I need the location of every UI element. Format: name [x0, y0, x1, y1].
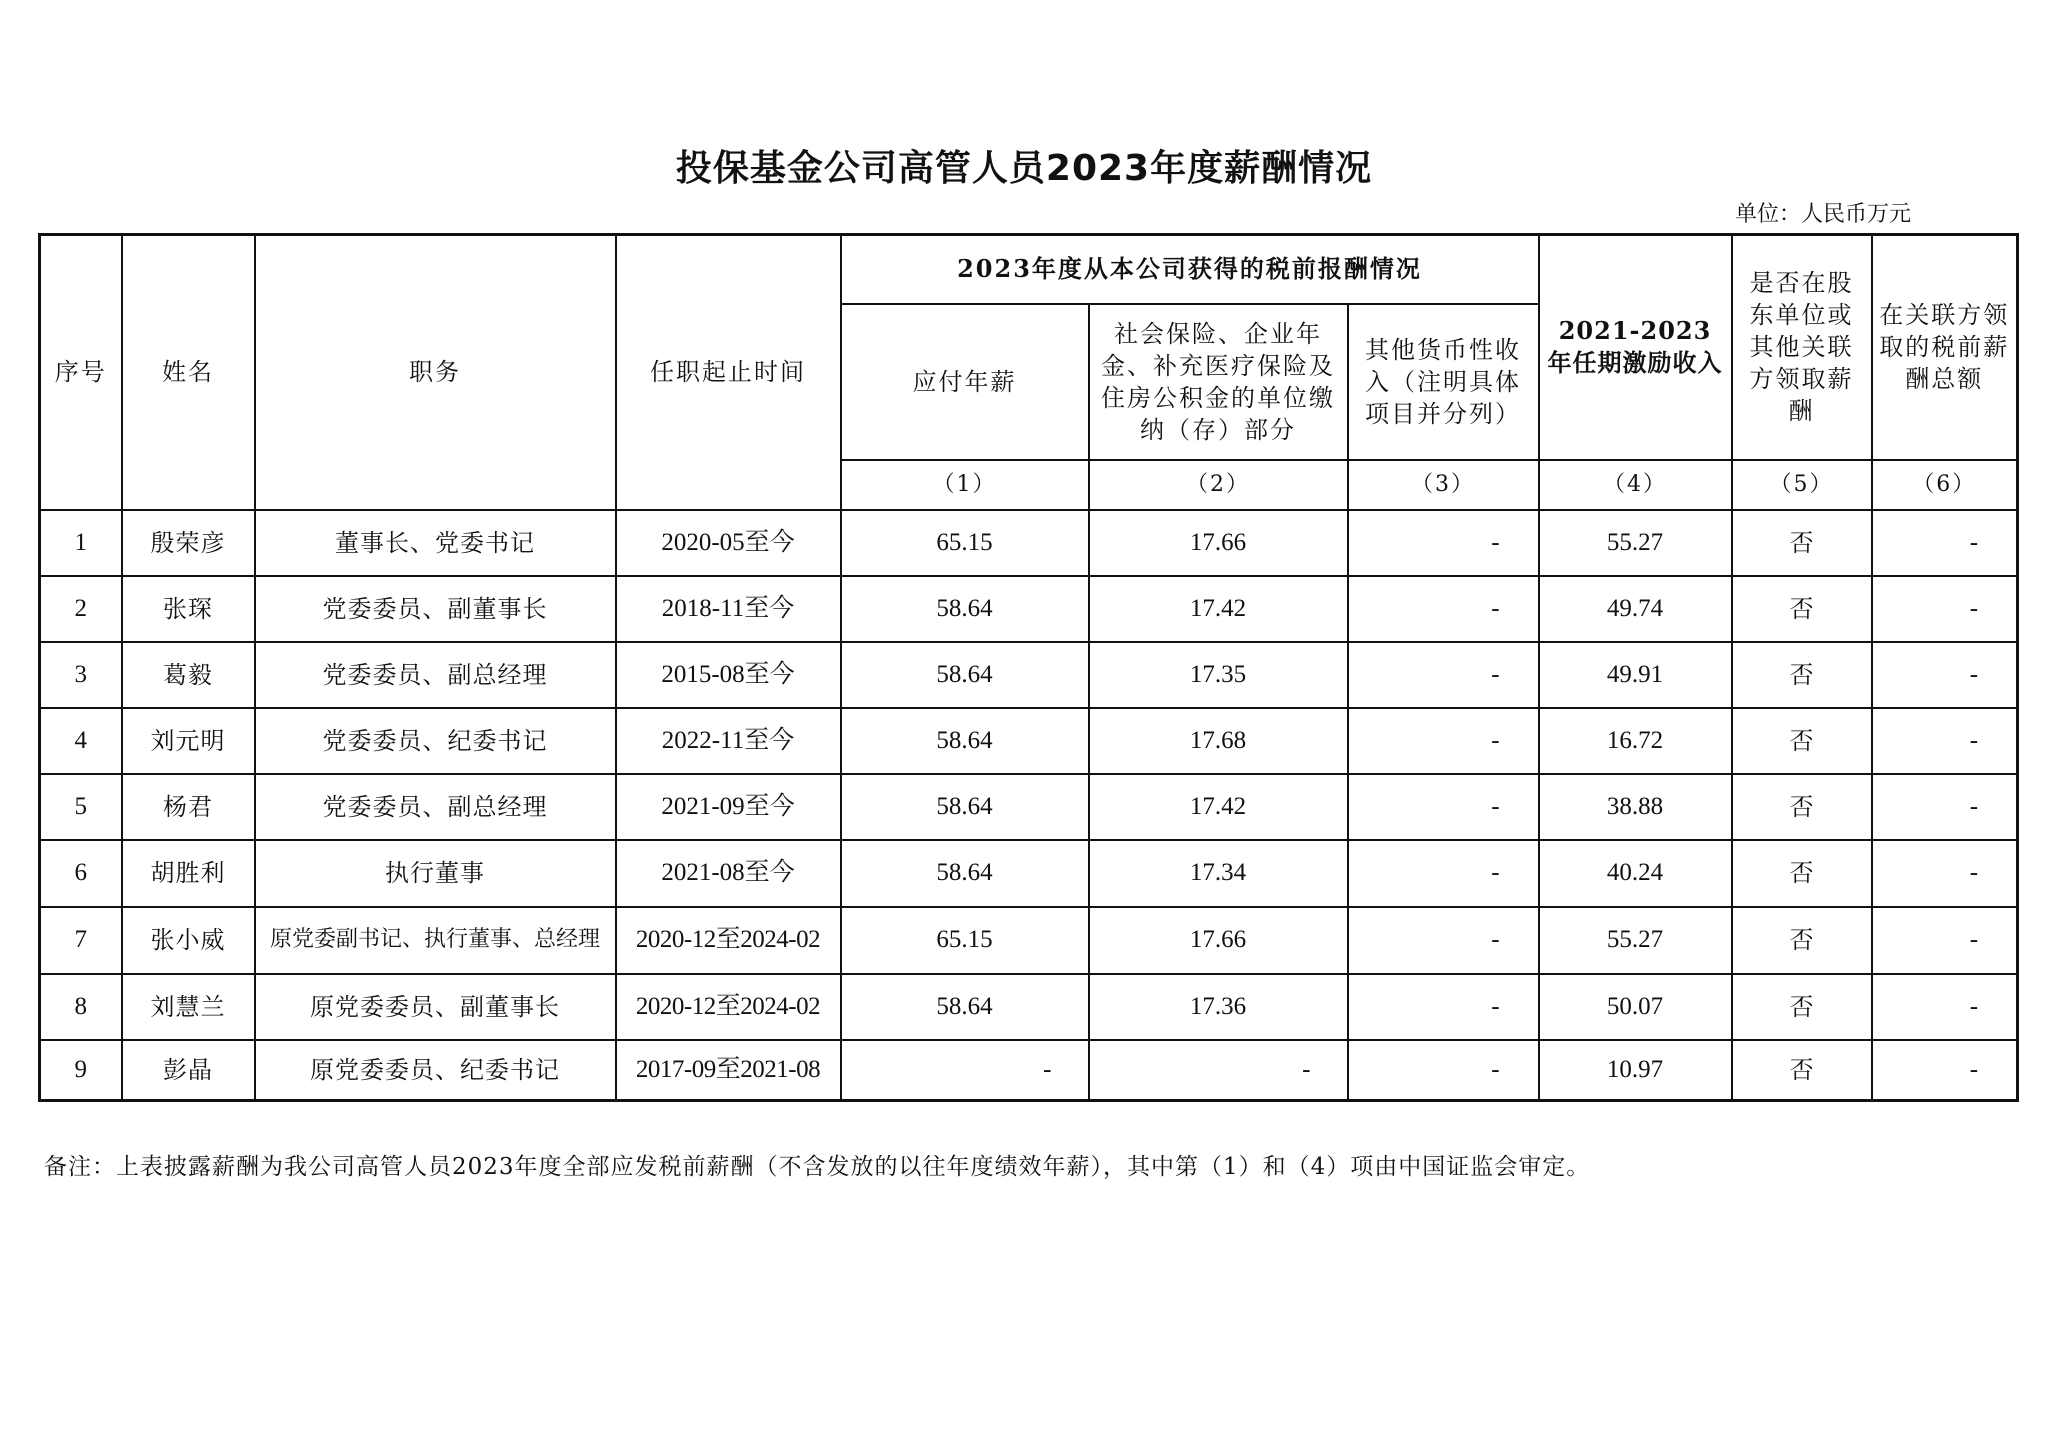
cell-tenure: 2021-08至今 — [616, 840, 841, 907]
cell-annual-salary: 58.64 — [841, 642, 1089, 708]
cell-seq: 5 — [40, 774, 122, 840]
cell-social-insurance: 17.68 — [1089, 708, 1348, 774]
cell-other-income: - — [1348, 774, 1539, 840]
cell-tenure: 2018-11至今 — [616, 576, 841, 642]
cell-paid-by-shareholder: 否 — [1732, 576, 1872, 642]
cell-paid-by-shareholder: 否 — [1732, 708, 1872, 774]
cell-annual-salary: 58.64 — [841, 840, 1089, 907]
header-index-2: （2） — [1089, 460, 1348, 510]
cell-annual-salary: 58.64 — [841, 708, 1089, 774]
cell-related-party-total: - — [1872, 642, 2018, 708]
cell-name: 张琛 — [122, 576, 255, 642]
cell-seq: 4 — [40, 708, 122, 774]
cell-related-party-total: - — [1872, 1040, 2018, 1101]
header-seq: 序号 — [40, 235, 122, 510]
cell-name: 胡胜利 — [122, 840, 255, 907]
cell-tenure: 2017-09至2021-08 — [616, 1040, 841, 1101]
cell-paid-by-shareholder: 否 — [1732, 840, 1872, 907]
cell-other-income: - — [1348, 840, 1539, 907]
cell-social-insurance: 17.42 — [1089, 774, 1348, 840]
cell-name: 彭晶 — [122, 1040, 255, 1101]
cell-position: 董事长、党委书记 — [255, 510, 616, 576]
header-incentive-income: 2021-2023年任期激励收入 — [1539, 235, 1732, 460]
footnote: 备注：上表披露薪酬为我公司高管人员2023年度全部应发税前薪酬（不含发放的以往年度绩效年薪），其中第（1）和（4）项由中国证监会审定。 — [44, 1154, 1591, 1180]
cell-annual-salary: 58.64 — [841, 974, 1089, 1040]
cell-position: 原党委委员、副董事长 — [255, 974, 616, 1040]
cell-seq: 6 — [40, 840, 122, 907]
header-index-3: （3） — [1348, 460, 1539, 510]
cell-name: 刘慧兰 — [122, 974, 255, 1040]
cell-social-insurance: 17.66 — [1089, 907, 1348, 974]
cell-other-income: - — [1348, 642, 1539, 708]
cell-seq: 7 — [40, 907, 122, 974]
cell-tenure: 2020-12至2024-02 — [616, 974, 841, 1040]
cell-other-income: - — [1348, 510, 1539, 576]
cell-social-insurance: 17.35 — [1089, 642, 1348, 708]
header-index-6: （6） — [1872, 460, 2018, 510]
cell-name: 张小威 — [122, 907, 255, 974]
cell-name: 葛毅 — [122, 642, 255, 708]
cell-annual-salary: 65.15 — [841, 510, 1089, 576]
cell-incentive-income: 49.74 — [1539, 576, 1732, 642]
header-index-1: （1） — [841, 460, 1089, 510]
cell-paid-by-shareholder: 否 — [1732, 642, 1872, 708]
cell-tenure: 2022-11至今 — [616, 708, 841, 774]
cell-incentive-income: 55.27 — [1539, 907, 1732, 974]
cell-incentive-income: 49.91 — [1539, 642, 1732, 708]
header-index-5: （5） — [1732, 460, 1872, 510]
cell-social-insurance: 17.42 — [1089, 576, 1348, 642]
cell-paid-by-shareholder: 否 — [1732, 907, 1872, 974]
cell-other-income: - — [1348, 576, 1539, 642]
cell-annual-salary: 65.15 — [841, 907, 1089, 974]
cell-seq: 9 — [40, 1040, 122, 1101]
cell-related-party-total: - — [1872, 907, 2018, 974]
cell-position: 党委委员、副总经理 — [255, 642, 616, 708]
cell-position: 执行董事 — [255, 840, 616, 907]
header-position: 职务 — [255, 235, 616, 510]
cell-seq: 2 — [40, 576, 122, 642]
table-header — [40, 235, 2018, 510]
cell-incentive-income: 50.07 — [1539, 974, 1732, 1040]
table-row — [40, 1040, 2018, 1101]
page-title: 投保基金公司高管人员2023年度薪酬情况 — [675, 148, 1373, 189]
cell-seq: 3 — [40, 642, 122, 708]
table-row — [40, 774, 2018, 840]
cell-related-party-total: - — [1872, 576, 2018, 642]
cell-related-party-total: - — [1872, 974, 2018, 1040]
cell-annual-salary: 58.64 — [841, 774, 1089, 840]
salary-table — [38, 233, 2019, 1102]
cell-incentive-income: 16.72 — [1539, 708, 1732, 774]
cell-other-income: - — [1348, 708, 1539, 774]
cell-social-insurance: 17.34 — [1089, 840, 1348, 907]
cell-position: 原党委委员、纪委书记 — [255, 1040, 616, 1101]
cell-position: 原党委副书记、执行董事、总经理 — [255, 907, 616, 974]
cell-name: 杨君 — [122, 774, 255, 840]
cell-incentive-income: 40.24 — [1539, 840, 1732, 907]
cell-related-party-total: - — [1872, 774, 2018, 840]
cell-name: 殷荣彦 — [122, 510, 255, 576]
header-paid-by-shareholder: 是否在股东单位或其他关联方领取薪酬 — [1732, 235, 1872, 460]
table-row — [40, 510, 2018, 576]
table-row — [40, 576, 2018, 642]
cell-position: 党委委员、纪委书记 — [255, 708, 616, 774]
cell-paid-by-shareholder: 否 — [1732, 1040, 1872, 1101]
cell-incentive-income: 38.88 — [1539, 774, 1732, 840]
table-body — [40, 510, 2018, 1101]
cell-seq: 8 — [40, 974, 122, 1040]
cell-related-party-total: - — [1872, 510, 2018, 576]
cell-name: 刘元明 — [122, 708, 255, 774]
cell-seq: 1 — [40, 510, 122, 576]
cell-social-insurance: - — [1089, 1040, 1348, 1101]
cell-other-income: - — [1348, 1040, 1539, 1101]
header-social-insurance: 社会保险、企业年金、补充医疗保险及住房公积金的单位缴纳（存）部分 — [1089, 304, 1348, 460]
cell-other-income: - — [1348, 907, 1539, 974]
cell-social-insurance: 17.36 — [1089, 974, 1348, 1040]
cell-tenure: 2020-05至今 — [616, 510, 841, 576]
cell-tenure: 2020-12至2024-02 — [616, 907, 841, 974]
cell-annual-salary: - — [841, 1040, 1089, 1101]
cell-related-party-total: - — [1872, 840, 2018, 907]
table-row — [40, 907, 2018, 974]
cell-paid-by-shareholder: 否 — [1732, 510, 1872, 576]
cell-annual-salary: 58.64 — [841, 576, 1089, 642]
header-other-income: 其他货币性收入（注明具体项目并分列） — [1348, 304, 1539, 460]
unit-label: 单位：人民币万元 — [1735, 202, 1912, 227]
cell-related-party-total: - — [1872, 708, 2018, 774]
table-row — [40, 974, 2018, 1040]
cell-incentive-income: 10.97 — [1539, 1040, 1732, 1101]
table-row — [40, 708, 2018, 774]
cell-other-income: - — [1348, 974, 1539, 1040]
header-index-4: （4） — [1539, 460, 1732, 510]
header-name: 姓名 — [122, 235, 255, 510]
header-annual-salary: 应付年薪 — [841, 304, 1089, 460]
table-row — [40, 642, 2018, 708]
cell-paid-by-shareholder: 否 — [1732, 774, 1872, 840]
header-related-party-total: 在关联方领取的税前薪酬总额 — [1872, 235, 2018, 460]
cell-incentive-income: 55.27 — [1539, 510, 1732, 576]
cell-tenure: 2015-08至今 — [616, 642, 841, 708]
cell-position: 党委委员、副总经理 — [255, 774, 616, 840]
header-group-pretax-compensation: 2023年度从本公司获得的税前报酬情况 — [841, 235, 1539, 304]
header-tenure: 任职起止时间 — [616, 235, 841, 510]
table-row — [40, 840, 2018, 907]
cell-tenure: 2021-09至今 — [616, 774, 841, 840]
cell-social-insurance: 17.66 — [1089, 510, 1348, 576]
cell-position: 党委委员、副董事长 — [255, 576, 616, 642]
cell-paid-by-shareholder: 否 — [1732, 974, 1872, 1040]
